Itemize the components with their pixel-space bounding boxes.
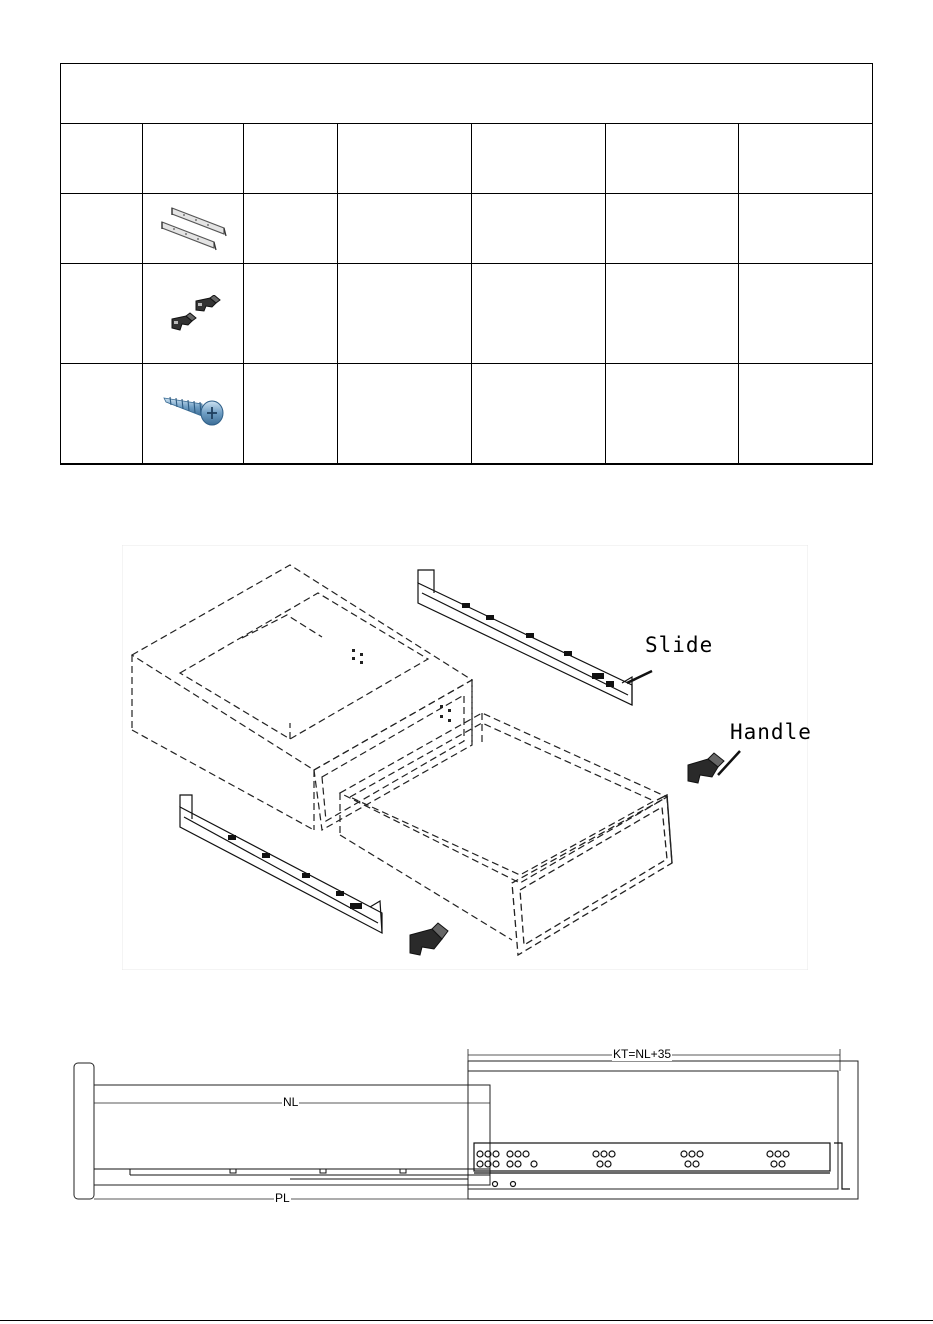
table-divider — [60, 263, 873, 264]
parts-table — [60, 63, 873, 465]
kt-dimension-label: KT=NL+35 — [613, 1047, 672, 1061]
table-cell — [243, 363, 337, 465]
table-title-cell — [60, 63, 873, 123]
dimension-drawing — [70, 1043, 862, 1213]
slide-callout-label: Slide — [645, 633, 714, 657]
screw-icon — [160, 388, 226, 433]
handle-clips-icon — [166, 295, 222, 340]
table-cell — [243, 193, 337, 263]
page-bottom-rule — [0, 1320, 933, 1321]
pl-dimension-label: PL — [275, 1191, 290, 1205]
nl-dimension-label: NL — [283, 1095, 299, 1109]
column-header — [142, 123, 243, 193]
side-elevation-diagram — [70, 1043, 862, 1213]
drawer-assembly-diagram — [122, 545, 808, 970]
column-header — [605, 123, 738, 193]
handle-callout-label: Handle — [730, 720, 812, 744]
column-header — [471, 123, 605, 193]
exploded-view-drawing — [122, 545, 812, 970]
column-header — [243, 123, 337, 193]
table-divider — [60, 363, 873, 364]
column-header — [337, 123, 471, 193]
slide-rails-icon — [158, 203, 230, 258]
column-header — [60, 123, 142, 193]
table-divider — [60, 193, 873, 194]
column-header — [738, 123, 873, 193]
table-cell — [243, 263, 337, 363]
